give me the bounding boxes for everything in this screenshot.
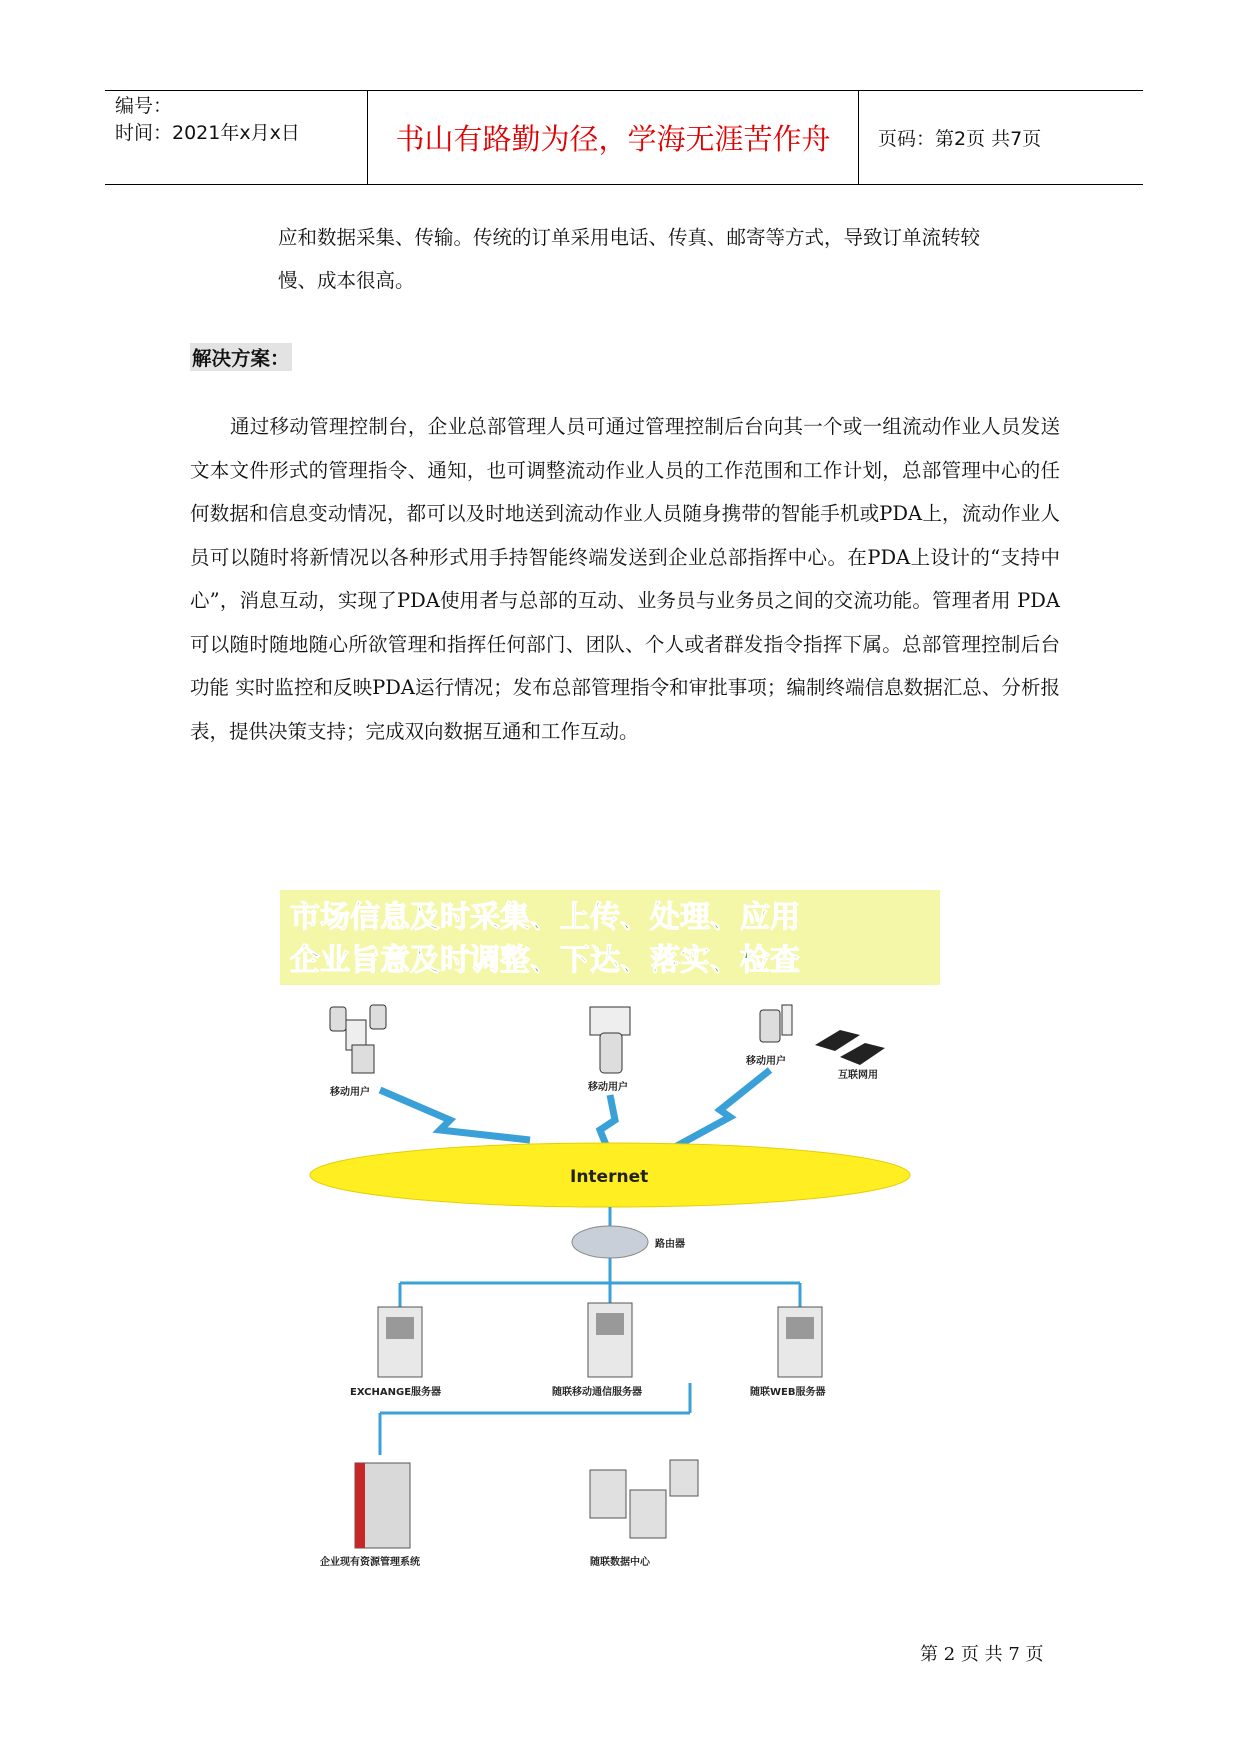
- intro-paragraph: [278, 216, 1058, 302]
- exchange-server-label: EXCHANGE服务器: [350, 1387, 442, 1398]
- erp-system-label: 企业现有资源管理系统: [320, 1557, 420, 1568]
- mobile-user-center-label: 移动用户: [588, 1082, 628, 1093]
- internet-user-label: 互联网用: [838, 1070, 878, 1081]
- mobile-device-center-icon: [590, 1007, 630, 1073]
- data-center-label: 随联数据中心: [590, 1557, 650, 1568]
- router-icon: [572, 1226, 648, 1258]
- solution-heading: 解决方案：: [190, 343, 292, 371]
- mobile-user-left-label: 移动用户: [330, 1087, 370, 1098]
- page-footer: 第 2 页 共 7 页: [920, 1644, 1044, 1665]
- document-header: [105, 90, 1143, 185]
- mobile-communication-server-label: 随联移动通信服务器: [552, 1387, 642, 1398]
- network-diagram-svg: [270, 885, 950, 1575]
- mobile-device-right-icon: [760, 1005, 792, 1042]
- header-meta: [105, 91, 368, 184]
- web-server-icon: [778, 1307, 822, 1377]
- wireless-link-left: [380, 1090, 530, 1140]
- solution-paragraph: 通过移动管理控制台，企业总部管理人员可通过管理控制后台向其一个或一组流动作业人员发送文本文件形式的管理指令、通知，也可调整流动作业人员的工作范围和工作计划，总部管理中心的任何数据和信息变动情况，都可以及时地送到流动作业人员随身携带的智能手机或PDA上，流动作业人员可以随时将新情况以各种形式用手持智能终端发送到企业总部指挥中心。在PDA上设计的“支持中心”，消息互动，实现了PDA使用者与总部的互动、业务员与业务员之间的交流功能。管理者用 PDA 可以随时随地随心所欲管理和指挥任何部门、团队、个人或者群发指令指挥下属。总部管理控制后台功能 实时监控和反映PDA运行情况；发布总部管理指令和审批事项；编制终端信息数据汇总、分析报表，提供决策支持；完成双向数据互通和工作互动。: [190, 415, 1060, 743]
- intro-line-1: 应和数据采集、传输。传统的订单采用电话、传真、邮寄等方式，导致订单流转较: [278, 226, 981, 249]
- wireless-link-right: [675, 1070, 770, 1147]
- internet-label: Internet: [570, 1167, 649, 1187]
- mobile-device-left-icon: [330, 1005, 386, 1073]
- header-motto: 书山有路勤为径，学海无涯苦作舟: [368, 91, 859, 184]
- intro-line-2: 慢、成本很高。: [278, 269, 415, 292]
- time-label: 时间：2021年x月x日: [115, 122, 300, 144]
- figure-title-line-2: 企业旨意及时调整、下达、落实、检查: [290, 943, 800, 978]
- exchange-server-icon: [378, 1307, 422, 1377]
- mobile-user-right-label: 移动用户: [746, 1056, 786, 1067]
- web-server-label: 随联WEB服务器: [750, 1387, 826, 1398]
- network-diagram: [270, 885, 950, 1575]
- number-label: 编号：: [115, 95, 173, 117]
- header-page-label: 页码：第2页 共7页: [878, 128, 1042, 150]
- figure-title-line-1: 市场信息及时采集、上传、处理、应用: [290, 900, 800, 935]
- laptop-icon: [815, 1030, 885, 1065]
- mobile-communication-server-icon: [588, 1303, 632, 1377]
- router-label: 路由器: [655, 1239, 685, 1250]
- erp-system-icon: [355, 1463, 410, 1548]
- data-center-icon: [590, 1460, 698, 1538]
